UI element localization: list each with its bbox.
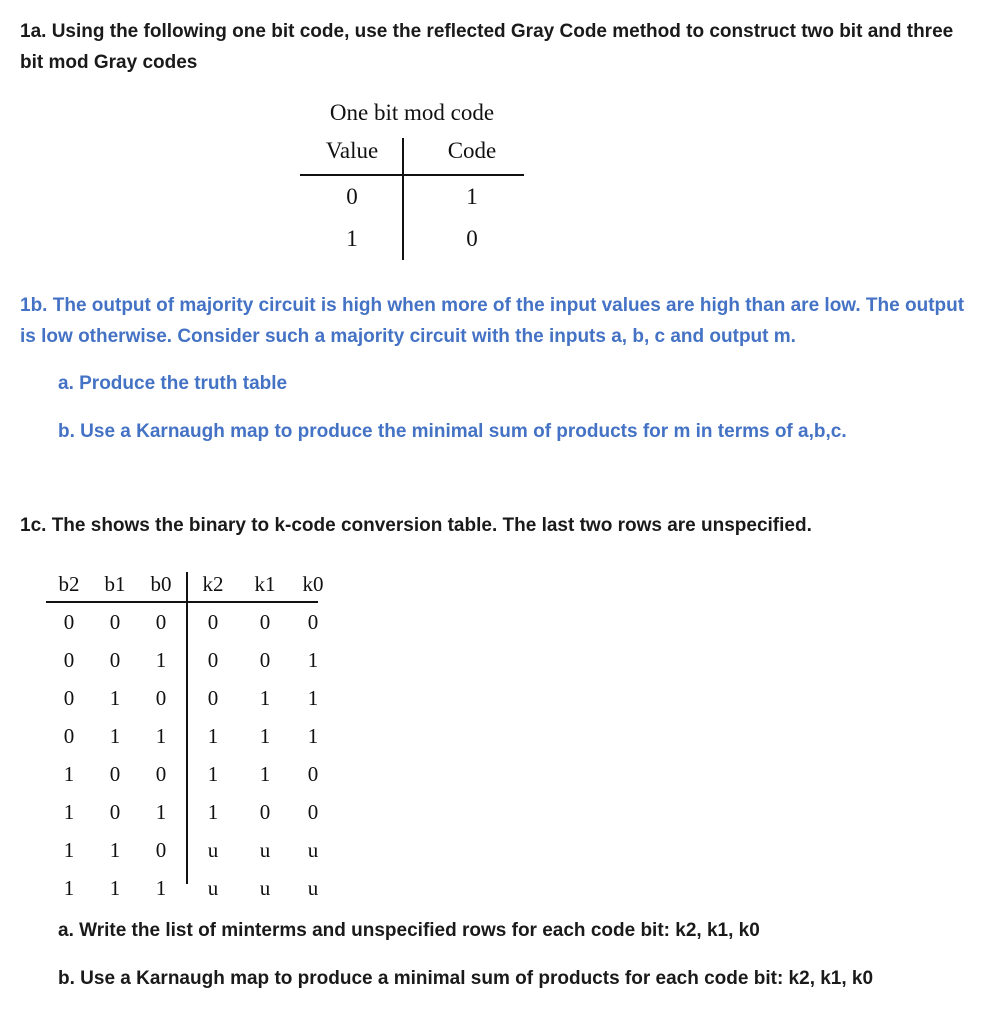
k-table-cell-k2: 1	[207, 800, 219, 824]
k-table-cell-b0: 0	[155, 838, 167, 862]
k-table-cell-b0: 1	[155, 724, 167, 748]
question-1b-part-b: b. Use a Karnaugh map to produce the minimal sum of products for m in terms of a,b,c.	[58, 421, 847, 442]
question-1b-text: 1b. The output of majority circuit is high when more of the input values are high than are low. The output is low otherwise. Consider such a majority circuit with the inputs a, b, c and output m.	[20, 295, 965, 347]
k-table-cell-b1: 1	[109, 838, 121, 862]
k-table-cell-k1: u	[259, 838, 271, 862]
mod-table-cell: 1	[346, 226, 358, 251]
k-table-cell-b2: 0	[63, 686, 75, 710]
mod-table-cell: 1	[466, 184, 478, 209]
mod-table-cell: 0	[466, 226, 478, 251]
k-table-cell-k0: 1	[307, 648, 319, 672]
k-table-cell-k2: u	[207, 876, 219, 900]
k-table-cell-b0: 0	[155, 610, 167, 634]
k-table-cell-b2: 0	[63, 610, 75, 634]
k-table-cell-k0: 0	[307, 610, 319, 634]
k-table-cell-b2: 0	[63, 724, 75, 748]
k-table-cell-b1: 1	[109, 686, 121, 710]
question-1a-text: 1a. Using the following one bit code, use the reflected Gray Code method to construct two bit and three bit mod Gray codes	[20, 21, 954, 73]
k-table-cell-k1: 1	[259, 724, 271, 748]
k-table-cell-b2: 0	[63, 648, 75, 672]
mod-table-cell: 0	[346, 184, 358, 209]
k-table-cell-b0: 1	[155, 648, 167, 672]
question-1c-part-a: a. Write the list of minterms and unspecified rows for each code bit: k2, k1, k0	[58, 920, 760, 941]
k-table-cell-b0: 0	[155, 686, 167, 710]
mod-table-header-code: Code	[447, 138, 497, 163]
k-table-cell-b0: 1	[155, 876, 167, 900]
k-table-cell-k2: 0	[207, 648, 219, 672]
k-table-header-b2: b2	[58, 572, 80, 596]
mod-table-title: One bit mod code	[329, 100, 495, 125]
k-table-header-k2: k2	[202, 572, 224, 596]
k-table-column-divider	[186, 572, 188, 884]
k-table-cell-k0: 0	[307, 762, 319, 786]
k-table-header-divider	[46, 601, 318, 603]
mod-table-header-value: Value	[325, 138, 379, 163]
k-table-cell-k2: 0	[207, 610, 219, 634]
k-table-cell-k1: 0	[259, 648, 271, 672]
k-table-cell-k0: 0	[307, 800, 319, 824]
k-table-cell-k1: 1	[259, 762, 271, 786]
k-table-header-b0: b0	[150, 572, 172, 596]
k-table-cell-k2: 1	[207, 724, 219, 748]
k-table-cell-k1: 0	[259, 800, 271, 824]
k-table-cell-b0: 0	[155, 762, 167, 786]
k-table-header-k0: k0	[302, 572, 324, 596]
k-table-cell-k2: 0	[207, 686, 219, 710]
k-table-cell-b1: 0	[109, 800, 121, 824]
question-1b-part-a: a. Produce the truth table	[58, 373, 288, 394]
k-table-cell-k0: u	[307, 876, 319, 900]
k-table-cell-k0: 1	[307, 686, 319, 710]
k-table-cell-b1: 1	[109, 724, 121, 748]
k-table-cell-b2: 1	[63, 762, 75, 786]
k-table-cell-b1: 0	[109, 610, 121, 634]
mod-table-header-divider	[300, 174, 524, 176]
mod-table-column-divider	[402, 138, 404, 260]
k-table-cell-k1: 0	[259, 610, 271, 634]
question-1c-part-b: b. Use a Karnaugh map to produce a minimal sum of products for each code bit: k2, k1, k0	[58, 968, 874, 989]
k-table-cell-b2: 1	[63, 800, 75, 824]
k-table-header-k1: k1	[254, 572, 276, 596]
one-bit-mod-code-table	[300, 98, 524, 260]
k-table-cell-b0: 1	[155, 800, 167, 824]
k-table-cell-k2: 1	[207, 762, 219, 786]
k-table-header-b1: b1	[104, 572, 126, 596]
k-table-cell-k1: u	[259, 876, 271, 900]
binary-to-k-code-table	[44, 568, 324, 900]
k-table-cell-b1: 0	[109, 762, 121, 786]
k-table-cell-k1: 1	[259, 686, 271, 710]
k-table-cell-b1: 0	[109, 648, 121, 672]
k-table-cell-k0: 1	[307, 724, 319, 748]
k-table-cell-k0: u	[307, 838, 319, 862]
k-table-cell-b2: 1	[63, 876, 75, 900]
question-1c-text: 1c. The shows the binary to k-code conversion table. The last two rows are unspecified.	[20, 515, 812, 536]
k-table-cell-b2: 1	[63, 838, 75, 862]
k-table-cell-b1: 1	[109, 876, 121, 900]
k-table-cell-k2: u	[207, 838, 219, 862]
